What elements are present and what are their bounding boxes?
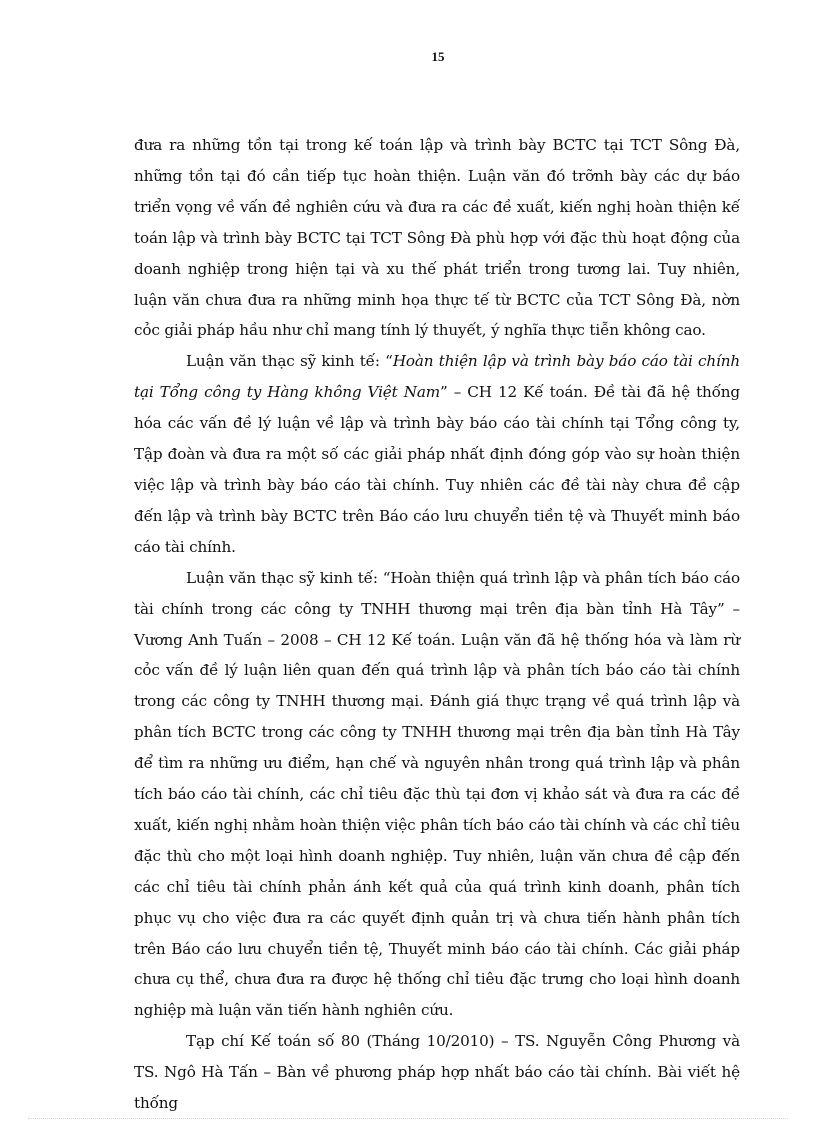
body-text: [134, 130, 740, 1119]
paragraph-rest: ” – CH 12 Kế toán. Đề tài đã hệ thống hóa các vấn đề lý luận về lập và trình bày báo cáo tài chính tại Tổng công ty, Tập đoàn và đưa ra một số các giải pháp nhất định đóng góp vào sự hoàn thiện việc lập và trình bày báo cáo tài chính. Tuy nhiên các đề tài này chưa đề cập đến lập và trình bày BCTC trên Báo cáo lưu chuyển tiền tệ và Thuyết minh báo cáo tài chính.: [134, 383, 740, 556]
paragraph-continuation: đưa ra những tồn tại trong kế toán lập và trình bày BCTC tại TCT Sông Đà, những tồn tại đó cần tiếp tục hoàn thiện. Luận văn đó trỡnh bày các dự báo triển vọng về vấn đề nghiên cứu và đưa ra các đề xuất, kiến nghị hoàn thiện kế toán lập và trình bày BCTC tại TCT Sông Đà phù hợp với đặc thù hoạt động của doanh nghiệp trong hiện tại và xu thế phát triển trong tương lai. Tuy nhiên, luận văn chưa đưa ra những minh họa thực tế từ BCTC của TCT Sông Đà, nờn cỏc giải pháp hầu như chỉ mang tính lý thuyết, ý nghĩa thực tiễn không cao.: [134, 136, 740, 340]
page-number: 15: [431, 49, 445, 64]
thesis-title: Hoàn thiện lập và trình bày báo cáo tài chính tại Tổng công ty Hàng không Việt Nam: [134, 352, 740, 402]
paragraph-lead: Luận văn thạc sỹ kinh tế: “: [186, 352, 393, 371]
page-bottom-divider: [28, 1118, 788, 1119]
paragraph-journal-article: Tạp chí Kế toán số 80 (Tháng 10/2010) – TS. Nguyễn Công Phương và TS. Ngô Hà Tấn – Bàn về phương pháp hợp nhất báo cáo tài chính. Bài viết hệ thống: [134, 1032, 740, 1113]
paragraph-thesis-aviation: [134, 346, 740, 562]
paragraph-thesis-ha-tay: Luận văn thạc sỹ kinh tế: “Hoàn thiện quá trình lập và phân tích báo cáo tài chính trong các công ty TNHH thương mại trên địa bàn tỉnh Hà Tây” – Vương Anh Tuấn – 2008 – CH 12 Kế toán. Luận văn đã hệ thống hóa và làm rừ cỏc vấn đề lý luận liên quan đến quá trình lập và phân tích báo cáo tài chính trong các công ty TNHH thương mại. Đánh giá thực trạng về quá trình lập và phân tích BCTC trong các công ty TNHH thương mại trên địa bàn tỉnh Hà Tây để tìm ra những ưu điểm, hạn chế và nguyên nhân trong quá trình lập và phân tích báo cáo tài chính, các chỉ tiêu đặc thù tại đơn vị khảo sát và đưa ra các đề xuất, kiến nghị nhằm hoàn thiện việc phân tích báo cáo tài chính và các chỉ tiêu đặc thù cho một loại hình doanh nghiệp. Tuy nhiên, luận văn chưa đề cập đến các chỉ tiêu tài chính phản ánh kết quả của quá trình kinh doanh, phân tích phục vụ cho việc đưa ra các quyết định quản trị và chưa tiến hành phân tích trên Báo cáo lưu chuyển tiền tệ, Thuyết minh báo cáo tài chính. Các giải pháp chưa cụ thể, chưa đưa ra được hệ thống chỉ tiêu đặc trưng cho loại hình doanh nghiệp mà luận văn tiến hành nghiên cứu.: [134, 568, 740, 1020]
